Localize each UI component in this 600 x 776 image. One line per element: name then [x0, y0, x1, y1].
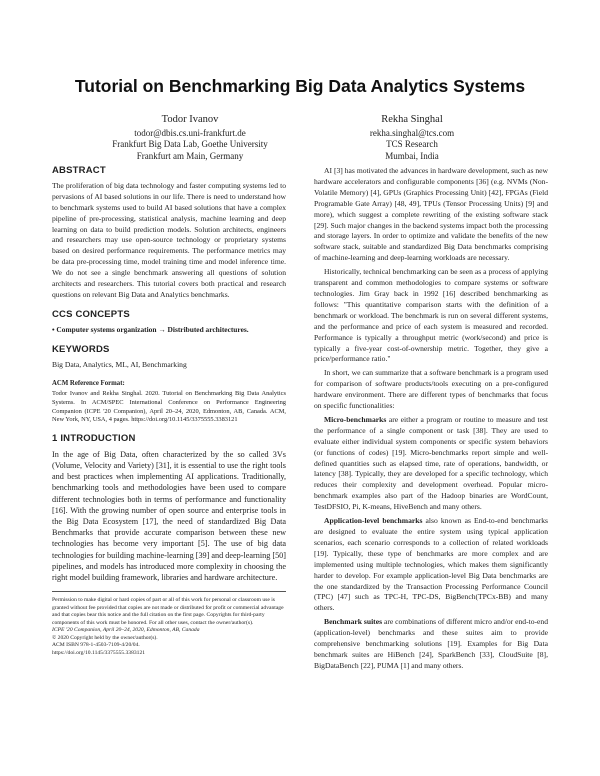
ccs-text: • Computer systems organization → Distributed architectures.: [52, 324, 249, 334]
reference-format-heading: ACM Reference Format:: [52, 379, 125, 387]
author-block-1: [70, 114, 310, 162]
ccs-heading: CCS CONCEPTS: [52, 308, 130, 320]
footnote-doi[interactable]: https://doi.org/10.1145/3375555.3383121: [52, 649, 146, 656]
author-email: rekha.singhal@tcs.com: [369, 127, 455, 138]
author-email: todor@dbis.cs.uni-frankfurt.de: [134, 127, 246, 138]
benchmark-suites-text: are combinations of different micro and/or end-to-end (application-level) benchmarks and these suites aim to provide comprehensive benchmarking solutions [19]. Examples for Big Data benchmark suites are HiBench [24], SparkBench [33], CloudSuite [8], BigDataBench [22], PUMA [1] and many others.: [314, 617, 549, 670]
keywords-heading: KEYWORDS: [52, 343, 110, 355]
paragraph: Historically, technical benchmarking can be seen as a process of applying transparent and common methodologies to compare systems or software technologies. Jim Gray back in 1992 [16] described benchmarking as follows: "This quantitative comparison starts with the definition of a benchmark or workload. The benchmark is run on several different systems, and the performance and price of each system is measured and recorded. Performance is typically a throughput metric (work/second) and price is typically a five-year cost-of-ownership metric. Together, they give a price/performance ratio.": [314, 267, 548, 364]
term-micro-benchmarks: Micro-benchmarks: [324, 414, 387, 424]
term-application-benchmarks: Application-level benchmarks: [324, 516, 423, 526]
keywords-text: Big Data, Analytics, ML, AI, Benchmarking: [52, 359, 187, 369]
right-column: [314, 166, 548, 675]
footnote-rule: [52, 591, 286, 592]
author-name: Todor Ivanov: [161, 114, 219, 125]
author-affiliation: TCS Research: [386, 139, 438, 149]
reference-format-text: Todor Ivanov and Rekha Singhal. 2020. Tutorial on Benchmarking Big Data Analytics Systems. In ACM/SPEC International Conference on Performance Engineering Companion (ICPE '20 Companion), April 20–24, 2020, Edmonton, AB, Canada. ACM, New York, NY, USA, 4 pages. https://doi.org/10.1145/3375555.3383121: [52, 390, 286, 424]
paragraph-micro-benchmarks: [314, 415, 548, 513]
footnote-isbn: ACM ISBN 978-1-4503-7109-4/20/04.: [52, 642, 140, 649]
author-block-2: [292, 114, 532, 162]
paragraph-application-benchmarks: [314, 516, 548, 614]
abstract-heading: ABSTRACT: [52, 165, 106, 176]
paragraph: In short, we can summarize that a software benchmark is a program used for comparison of software products/tools executing on a pre-configured hardware environment. There are different types of benchmarks that focus on specific functionalities:: [314, 368, 548, 411]
introduction-heading: 1 INTRODUCTION: [52, 432, 136, 444]
author-location: Frankfurt am Main, Germany: [136, 150, 244, 161]
footnote: [52, 597, 286, 657]
left-column: [52, 166, 286, 657]
footnote-permission: Permission to make digital or hard copies of part or all of this work for personal or classroom use is granted without fee provided that copies are not made or distributed for profit or commercial advantage and that copies bear this notice and the full citation on the first page. Copyrights for third-party components of this work must be honored. For all other uses, contact the owner/author(s).: [52, 597, 284, 626]
footnote-copyright: © 2020 Copyright held by the owner/author(s).: [52, 634, 158, 641]
micro-benchmarks-text: are either a program or routine to measure and test the performance of a single component or task [38]. They are used to evaluate either individual system components or specific system behaviors (or functions of codes) [19]. Micro-benchmarks report simple and well-defined quantities such as elapsed time, rate of operations, bandwidth, or latency [38]. Typically, they are developed for a specific technology, which reduces their complexity and development overhead. Popular micro-benchmark examples also part of the Hadoop binaries are WordCount, TestDFSIO, Pi, K-means, HiveBench and many others.: [314, 414, 548, 512]
author-name: Rekha Singhal: [381, 114, 443, 125]
author-location: Mumbai, India: [385, 150, 439, 161]
introduction-text: In the age of Big Data, often characterized by the so called 3Vs (Volume, Velocity and Variety) [31], it is essential to use the right tools and best practices when implementing AI applications. Traditionally, benchmarking tools and methodologies have been used to compare different technologies both in terms of performance and functionality [16]. With the growing number of open source and enterprise tools in the Big Data Ecosystem [17], the need of standardized Big Data Benchmarks that provide accurate comparison between these new technologies has become very important [5]. The use of big data technologies for building machine-learning [39] and deep-learning [50] pipelines, and models has introduced more complexity in choosing the right model building framework, libraries and hardware architecture.: [52, 449, 286, 582]
term-benchmark-suites: Benchmark suites: [324, 617, 383, 627]
paragraph: AI [3] has motivated the advances in hardware development, such as new hardware accelerators and configurable components [36] (e.g. NVMs (Non-Volatile Memory) [4], GPUs (Graphics Processing Unit) [42], FPGAs (Field Programable Gate Array) [48, 49], TPUs (Tensor Processing Units) [9] and more), which suggest a complete rewriting of the existing software stack [29]. Such major changes in the backend systems impact both the processing and storage layers. In order to optimize and validate the benefits of the new software stack, suitable and standardized Big Data benchmarks comprising of machine-learning and deep-learning workloads are necessary.: [314, 166, 548, 263]
author-affiliation: Frankfurt Big Data Lab, Goethe University: [112, 139, 268, 149]
footnote-venue: ICPE '20 Companion, April 20–24, 2020, Edmonton, AB, Canada: [52, 627, 200, 634]
paper-title: Tutorial on Benchmarking Big Data Analytics Systems: [74, 76, 526, 96]
paragraph-benchmark-suites: [314, 617, 548, 672]
application-benchmarks-text: also known as End-to-end benchmarks are designed to evaluate the entire system using typical application scenarios, each scenario corresponds to a collection of related workloads [19]. Typically, these type of benchmarks are more complex and are implemented using multiple technologies, which makes them significantly harder to develop. For example application-level Big Data benchmarks are the one standardized by the Transaction Processing Performance Council (TPC) [47] such as TPC-H, TPC-DS, BigBench(TPCx-BB) and many others.: [314, 516, 549, 613]
abstract-text: The proliferation of big data technology and faster computing systems led to pervasions of AI based solutions in our life. There is need to understand how to benchmark systems used to build AI based solutions that have a complex pipeline of pre-processing, statistical analysis, machine learning and deep learning on data to build prediction models. Solution architects, engineers and researchers may use open-source technology or proprietary systems based on desired performance requirements. The performance metrics may be data pre-processing time, model training time and model inference time. We do not see a single benchmark answering all questions of solution architects and researchers. This tutorial covers both practical and research questions on relevant Big Data and Analytics benchmarks.: [52, 180, 286, 299]
